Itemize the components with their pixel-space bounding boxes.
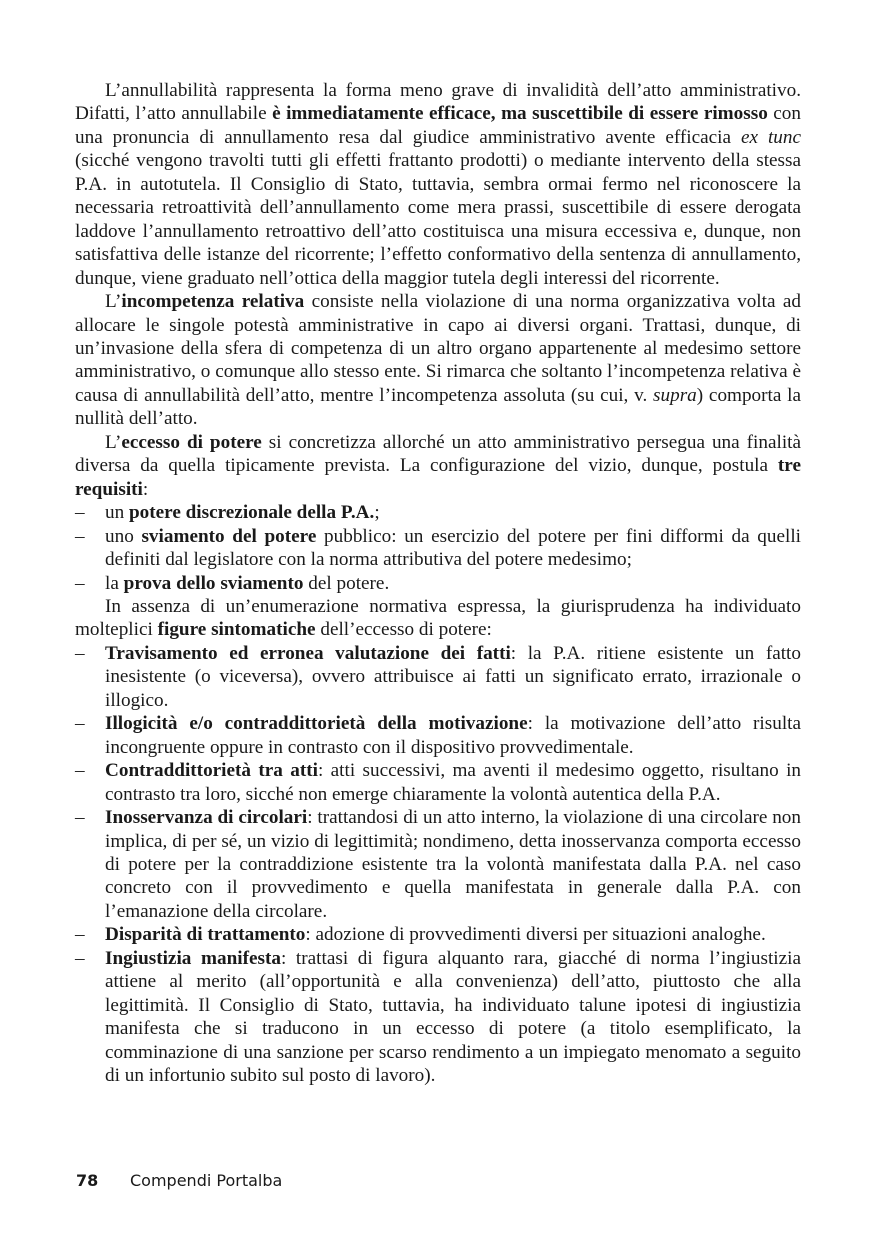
text-run: dell’eccesso di potere: [315,619,492,641]
bold-run: Ingiustizia manifesta [105,947,281,969]
list-item [75,947,801,1088]
bold-run: Illogicità e/o contraddittorietà della motivazione [105,713,528,735]
text-run: del potere. [303,572,390,594]
list-item [75,806,801,923]
text-run: la [105,572,124,594]
bold-run: prova dello sviamento [123,572,304,594]
text-run: L’annullabilità rappresenta la forma meno grave di invalidità dell’atto amministrativo. Difatti, l’atto annullabile [75,80,801,125]
dash-bullet-icon: – [75,947,85,969]
bold-run: è immediatamente efficace, ma suscettibile di essere rimosso [272,103,768,125]
text-run: : trattasi di figura alquanto rara, giacché di norma l’ingiustizia attiene al merito (all’opportunità e alla convenienza) dell’atto, piuttosto che alla legittimità. Il Consiglio di Stato, tuttavia, ha individuato talune ipotesi di ingiustizia manifesta che si traducono in un eccesso di potere (a titolo esemplificato, la comminazione di una sanzione per scarso rendimento a un impiegato menomato a seguito di un infortunio subito sul posto di lavoro). [105,947,801,1087]
dash-bullet-icon: – [75,642,85,664]
dash-bullet-icon: – [75,572,85,594]
text-run: ; [374,502,380,524]
bold-run: eccesso di potere [121,431,262,453]
list-item [75,712,801,759]
list-item [75,923,801,946]
list-item [75,642,801,712]
page-body [75,79,801,1087]
dash-bullet-icon: – [75,807,85,829]
dash-bullet-icon: – [75,502,85,524]
text-run: : trattandosi di un atto interno, la violazione di una circolare non implica, di per sé, un vizio di legittimità; nondimeno, detta inosservanza comporta eccesso di potere per la contraddizione esistente tra la volontà manifestata dalla P.A. nel caso concreto con il provvedimento e quella manifestata in generale dalla P.A. con l’emanazione della circolare. [105,807,801,922]
text-run: con una pronuncia di annullamento resa dal giudice amministrativo avente efficacia [75,103,801,148]
dash-bullet-icon: – [75,713,85,735]
paragraph-annullabilita [75,79,801,290]
bold-run: sviamento del potere [141,525,317,547]
dash-bullet-icon: – [75,760,85,782]
list-item [75,572,801,595]
bold-run: Contraddittorietà tra atti [105,760,318,782]
italic-run: ex tunc [740,126,801,148]
text-run: un [105,502,129,524]
text-run: L’ [105,291,122,313]
bold-run: Travisamento ed erronea valutazione dei fatti [105,642,511,664]
paragraph-figure-sintomatiche [75,595,801,642]
text-run: uno [105,525,142,547]
dash-bullet-icon: – [75,525,85,547]
text-run: L’ [105,431,122,453]
bold-run: tre requisiti [75,455,801,500]
text-run: ) comporta la nullità dell’atto. [75,384,801,430]
series-name: Compendi Portalba [130,1171,283,1190]
dash-bullet-icon: – [75,924,85,946]
bold-run: Inosservanza di circolari [105,807,308,829]
text-run: si concretizza allorché un atto amministrativo persegua una finalità diversa da quella tipicamente prevista. La configurazione del vizio, dunque, postula [75,431,801,477]
text-run: pubblico: un esercizio del potere per fini difformi da quelli definiti dal legislatore con la norma attributiva del potere medesimo; [105,525,801,571]
bold-run: incompetenza relativa [121,291,305,313]
paragraph-incompetenza-relativa [75,290,801,431]
paragraph-eccesso-di-potere [75,431,801,501]
text-run: : atti successivi, ma aventi il medesimo oggetto, risultano in contrasto tra loro, sicché non emerge chiaramente la volontà autentica della P.A. [105,760,802,805]
list-item [75,525,801,572]
requisiti-list [75,501,801,595]
text-run: : la P.A. ritiene esistente un fatto inesistente (o viceversa), ovvero attribuisce ai fatti un significato errato, irrazionale o illogico. [105,642,801,711]
italic-run: supra [653,384,697,406]
bold-run: figure sintomatiche [157,619,316,641]
text-run: In assenza di un’enumerazione normativa espressa, la giurisprudenza ha individuato molteplici [75,595,801,641]
text-run: : la motivazione dell’atto risulta incongruente oppure in contrasto con il dispositivo provvedimentale. [105,713,801,758]
bold-run: Disparità di trattamento [105,924,306,946]
page-number: 78 [76,1171,99,1190]
text-run: : [142,478,149,500]
page-footer [76,1171,282,1190]
text-run: : adozione di provvedimenti diversi per situazioni analoghe. [305,924,766,946]
figure-sintomatiche-list [75,642,801,1088]
list-item [75,501,801,524]
text-run: consiste nella violazione di una norma organizzativa volta ad allocare le singole potestà amministrative in capo ai diversi organi. Trattasi, dunque, di un’invasione della sfera di competenza di un altro organo appartenente al medesimo settore amministrativo, o comunque allo stesso ente. Si rimarca che soltanto l’incompetenza relativa è causa di annullabilità dell’atto, mentre l’incompetenza assoluta (su cui, v. [75,291,801,406]
text-run: (sicché vengono travolti tutti gli effetti frattanto prodotti) o mediante intervento della stessa P.A. in autotutela. Il Consiglio di Stato, tuttavia, sembra ormai fermo nel riconoscere la necessaria retroattività dell’annullamento come mera prassi, suscettibile di essere derogata laddove l’annullamento retroattivo dell’atto costituisca una misura eccessiva e, dunque, non satisfattiva delle istanze del ricorrente; l’effetto conformativo della sentenza di annullamento, dunque, viene graduato nell’ottica della maggior tutela degli interessi del ricorrente. [75,150,801,289]
bold-run: potere discrezionale della P.A. [128,502,375,524]
list-item [75,759,801,806]
